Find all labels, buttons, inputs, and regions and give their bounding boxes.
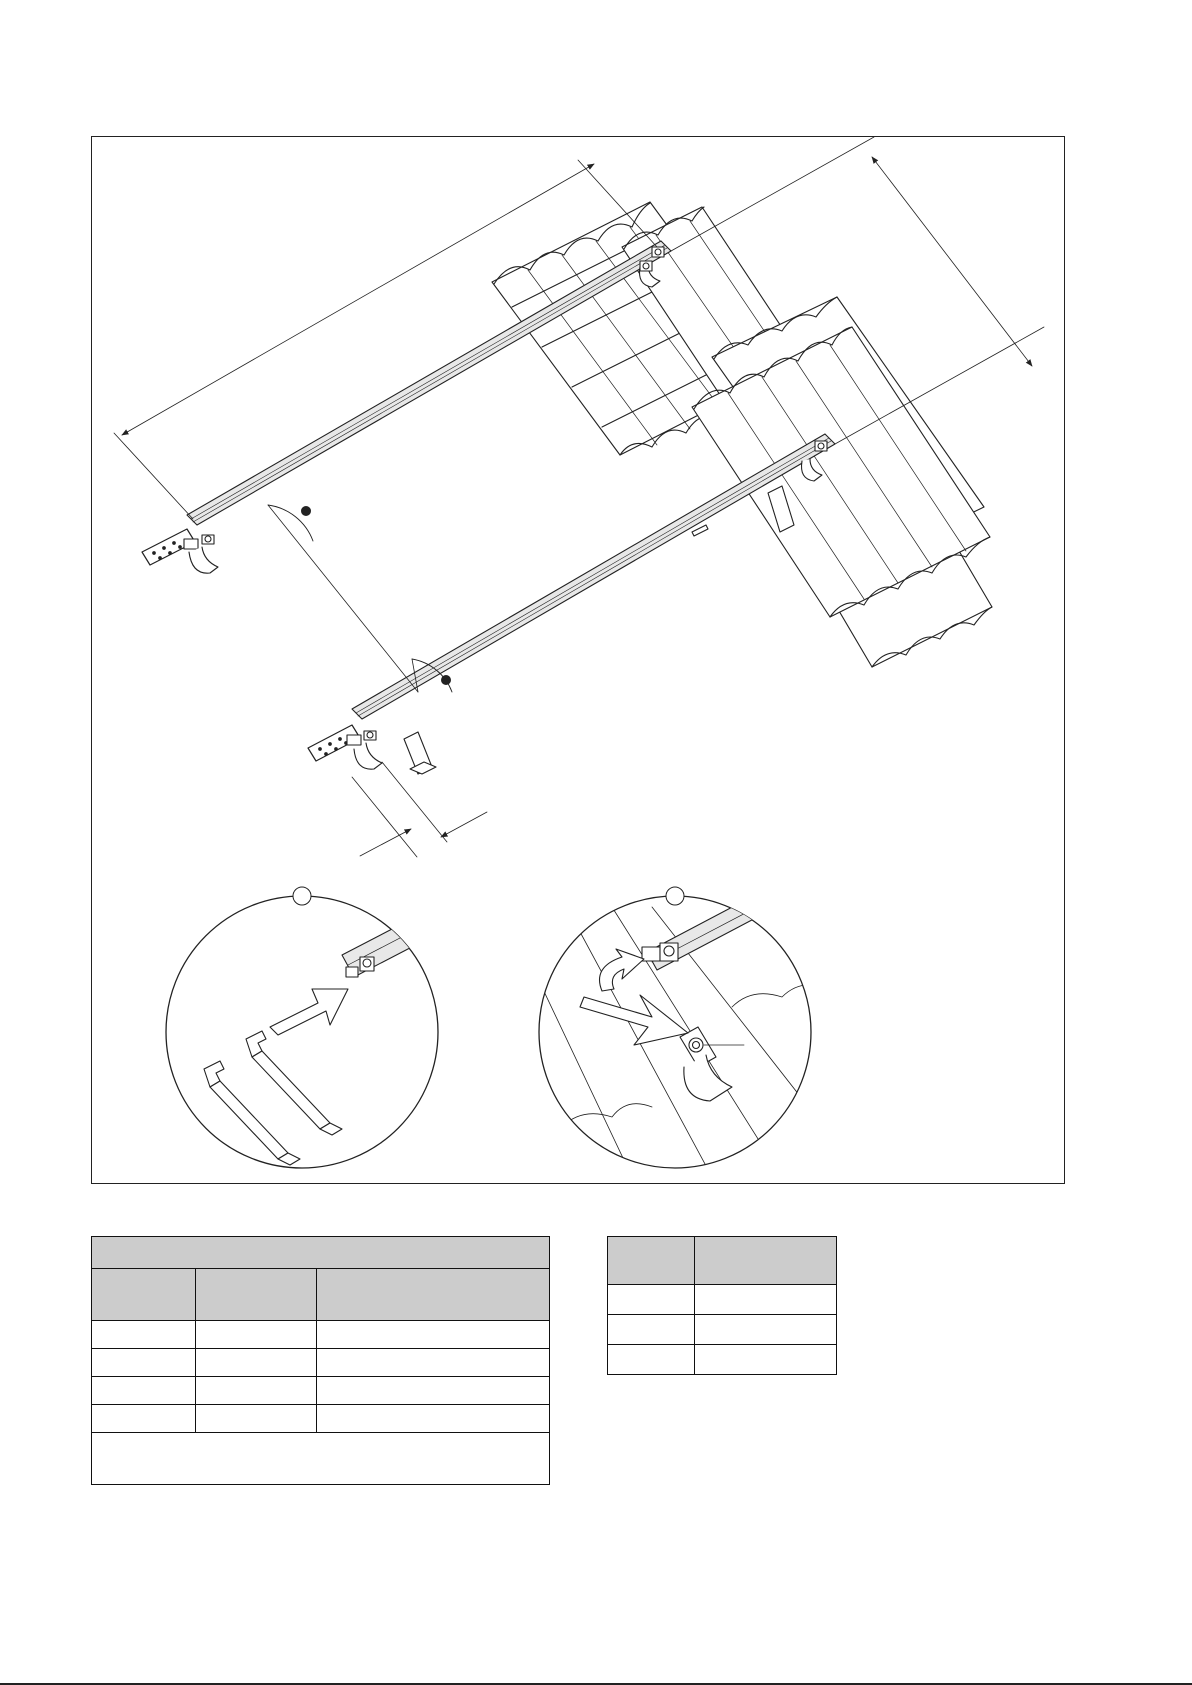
table-cell (695, 1315, 837, 1345)
dimension-overhang (352, 762, 487, 857)
table-cell (92, 1377, 196, 1405)
installation-figure-frame (91, 136, 1065, 1184)
table-cell (196, 1349, 317, 1377)
table-b-col-2-header (695, 1237, 837, 1285)
spec-table-b (607, 1236, 837, 1375)
table-cell (695, 1345, 837, 1375)
table-cell (196, 1377, 317, 1405)
table-a-col-1-header (92, 1269, 196, 1321)
spec-table-a (91, 1236, 550, 1485)
table-cell (92, 1321, 196, 1349)
table-a-col-3-header (317, 1269, 550, 1321)
table-cell (608, 1315, 695, 1345)
table-cell (317, 1405, 550, 1433)
table-cell (608, 1285, 695, 1315)
table-cell (92, 1349, 196, 1377)
right-angle-mark-upper (268, 505, 418, 692)
table-row (92, 1321, 550, 1349)
table-a-col-2-header (196, 1269, 317, 1321)
table-b-col-1-header (608, 1237, 695, 1285)
table-cell (92, 1405, 196, 1433)
table-cell (317, 1349, 550, 1377)
installation-drawing (92, 137, 1066, 1185)
table-a-footnote (92, 1433, 550, 1485)
roof-hook-lower-left (347, 731, 436, 774)
table-cell (196, 1405, 317, 1433)
table-cell (196, 1321, 317, 1349)
roof-tiles-lower (692, 297, 992, 667)
table-row (608, 1345, 837, 1375)
table-row (92, 1349, 550, 1377)
table-cell (695, 1285, 837, 1315)
table-cell (317, 1377, 550, 1405)
detail-view-hook-clamp (522, 865, 832, 1177)
table-cell (317, 1321, 550, 1349)
mounting-rail-lower (352, 434, 835, 719)
roof-hook-upper-left (184, 535, 218, 573)
table-row (92, 1377, 550, 1405)
table-row (92, 1405, 550, 1433)
table-row (608, 1285, 837, 1315)
table-row (608, 1315, 837, 1345)
table-cell (608, 1345, 695, 1375)
table-a-title (92, 1237, 550, 1269)
detail-view-rail-end (166, 877, 504, 1168)
